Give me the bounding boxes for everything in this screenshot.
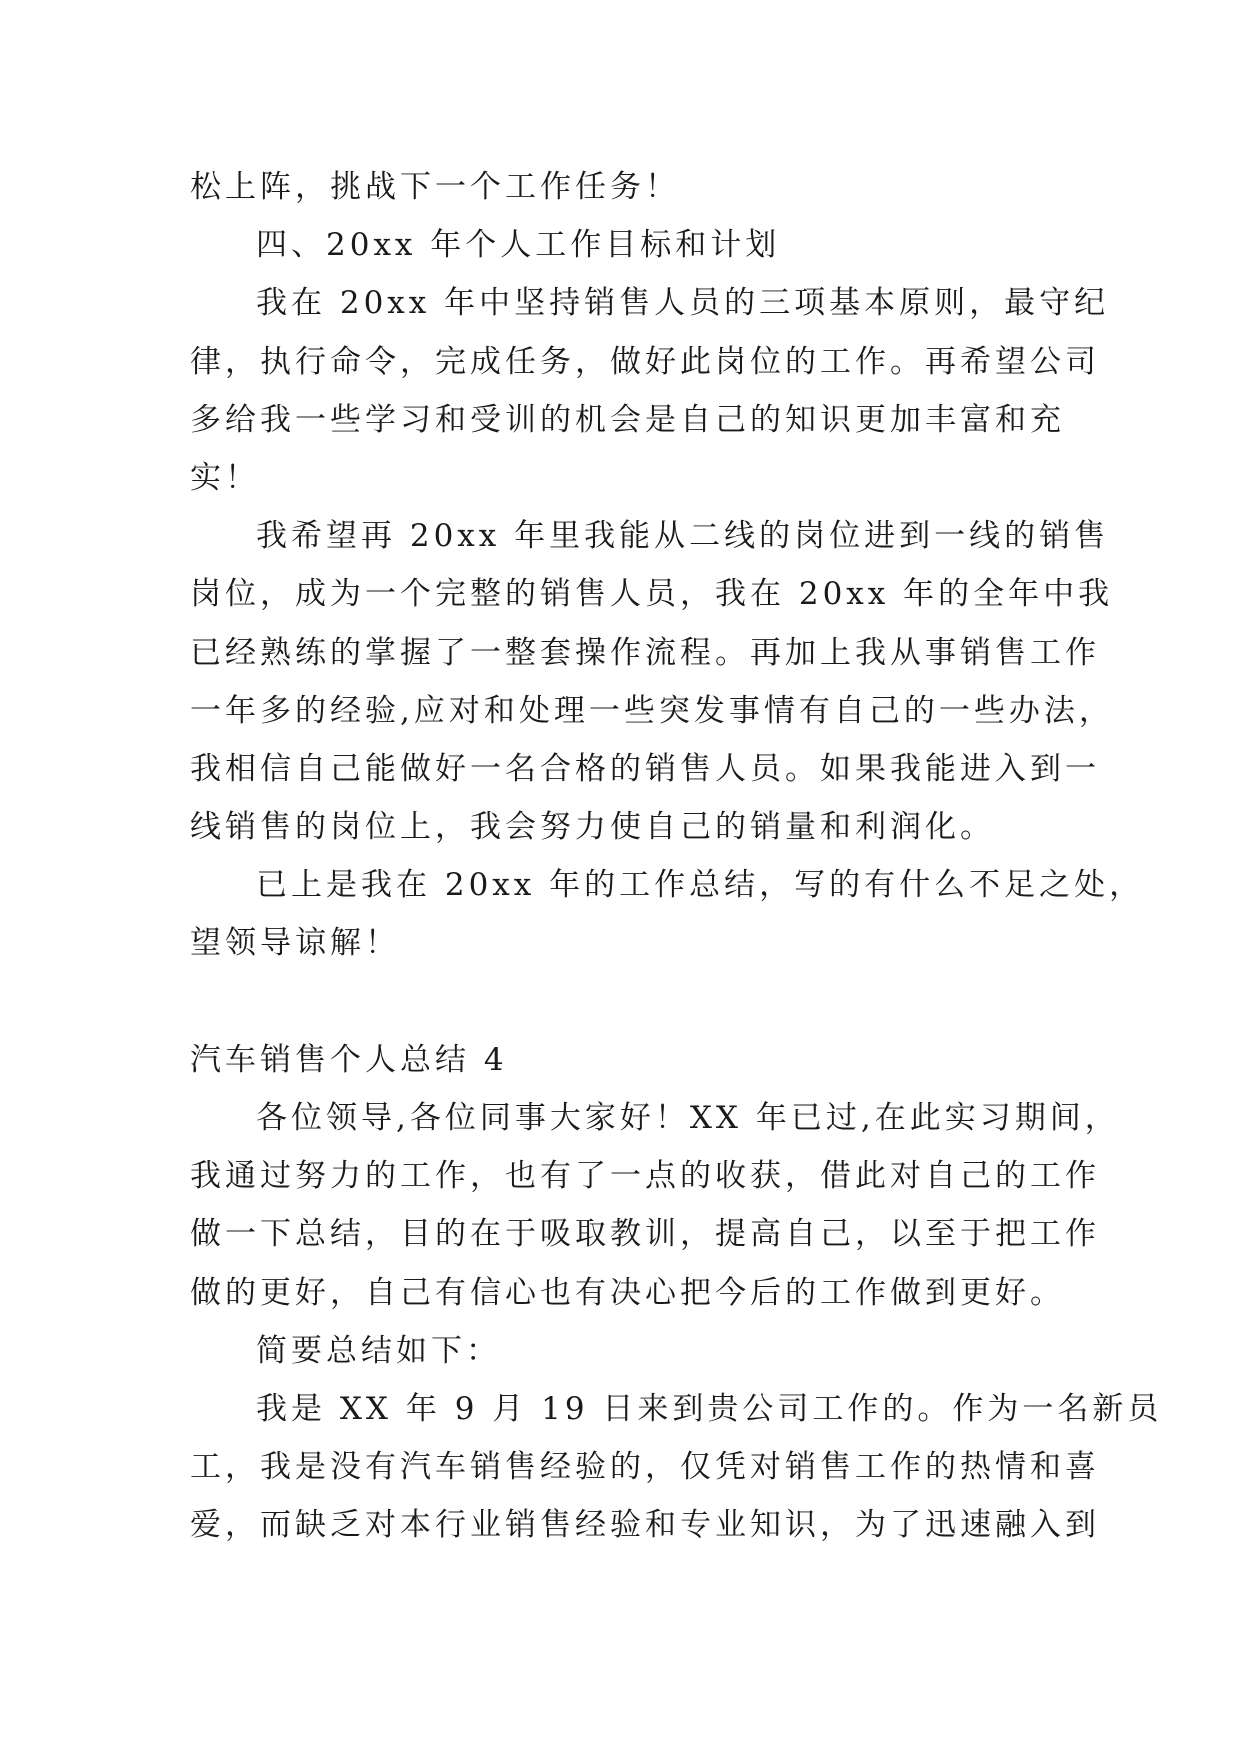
text-line: 望领导谅解！ (190, 925, 400, 962)
text-line: 做的更好，自己有信心也有决心把今后的工作做到更好。 (190, 1274, 1065, 1311)
text-line: 我在 20xx 年中坚持销售人员的三项基本原则，最守纪 (256, 285, 1110, 322)
text-line: 简要总结如下： (256, 1332, 501, 1369)
text-line: 工，我是没有汽车销售经验的，仅凭对销售工作的热情和喜 (190, 1449, 1100, 1486)
text-line: 岗位，成为一个完整的销售人员，我在 20xx 年的全年中我 (190, 576, 1114, 613)
text-line: 爱，而缺乏对本行业销售经验和专业知识，为了迅速融入到 (190, 1507, 1100, 1544)
text-line: 松上阵，挑战下一个工作任务！ (190, 169, 680, 205)
document-body (190, 158, 1163, 1555)
text-line: 多给我一些学习和受训的机会是自己的知识更加丰富和充 (190, 401, 1065, 438)
text-line: 已上是我在 20xx 年的工作总结，写的有什么不足之处， (256, 867, 1145, 904)
text-line: 实！ (190, 459, 260, 496)
text-line: 线销售的岗位上，我会努力使自己的销量和利润化。 (190, 809, 995, 846)
text-line: 我希望再 20xx 年里我能从二线的岗位进到一线的销售 (256, 518, 1110, 555)
text-line: 做一下总结，目的在于吸取教训，提高自己，以至于把工作 (190, 1216, 1100, 1253)
text-line: 我相信自己能做好一名合格的销售人员。如果我能进入到一 (190, 750, 1100, 787)
text-line: 各位领导,各位同事大家好！XX 年已过,在此实习期间， (256, 1100, 1120, 1136)
article-title: 汽车销售个人总结 4 (190, 1041, 508, 1078)
paragraph-gap (190, 973, 1060, 1031)
text-line: 我是 XX 年 9 月 19 日来到贵公司工作的。作为一名新员 (256, 1390, 1163, 1427)
text-line: 我通过努力的工作，也有了一点的收获，借此对自己的工作 (190, 1158, 1100, 1195)
text-line: 律，执行命令，完成任务，做好此岗位的工作。再希望公司 (190, 343, 1100, 380)
text-line: 已经熟练的掌握了一整套操作流程。再加上我从事销售工作 (190, 634, 1100, 671)
text-line: 一年多的经验,应对和处理一些突发事情有自己的一些办法， (190, 692, 1114, 729)
section-heading: 四、20xx 年个人工作目标和计划 (256, 227, 781, 264)
